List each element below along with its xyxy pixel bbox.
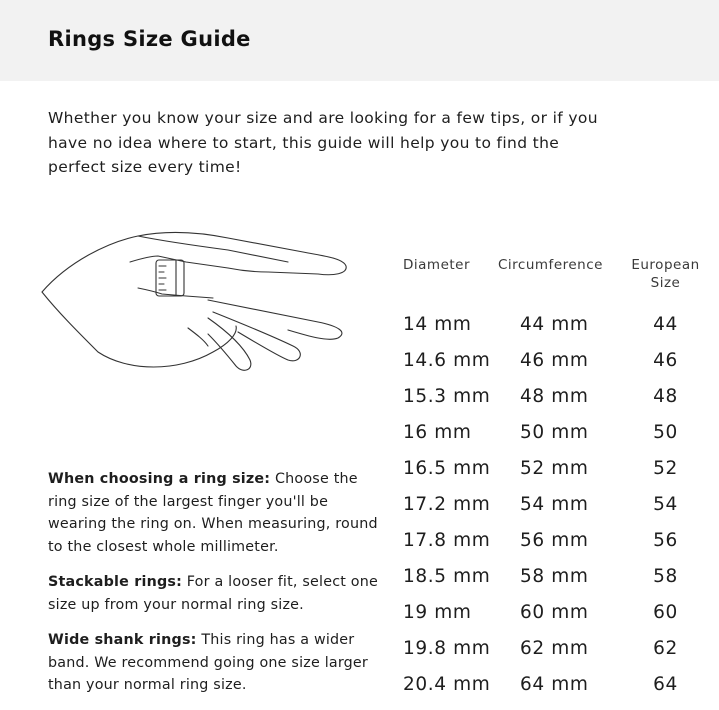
european-size-cell: 56 (653, 530, 678, 551)
column-header-circumference: Circumference (498, 257, 603, 273)
tips-list (48, 468, 378, 710)
circumference-cell: 60 mm (520, 602, 589, 623)
tip-title: When choosing a ring size: (48, 471, 271, 487)
tip-text: Choose the ring size of the largest finger you'll be wearing the ring on. When measuring, round to the closest whole millimeter. (48, 471, 378, 555)
table-body (403, 311, 719, 707)
circumference-cell: 64 mm (520, 674, 589, 695)
european-size-cell: 52 (653, 458, 678, 479)
diameter-cell: 18.5 mm (403, 566, 491, 587)
table-row (403, 599, 719, 635)
table-row (403, 635, 719, 671)
tip-title: Stackable rings: (48, 574, 183, 590)
european-size-cell: 64 (653, 674, 678, 695)
table-row (403, 563, 719, 599)
table-row (403, 347, 719, 383)
column-header-european-size: European Size (631, 257, 700, 291)
table-row (403, 491, 719, 527)
circumference-cell: 56 mm (520, 530, 589, 551)
table-row (403, 311, 719, 347)
tip-choosing-size (48, 468, 378, 558)
diameter-cell: 16 mm (403, 422, 472, 443)
table-row (403, 419, 719, 455)
table-row (403, 527, 719, 563)
european-size-cell: 48 (653, 386, 678, 407)
diameter-cell: 20.4 mm (403, 674, 491, 695)
circumference-cell: 62 mm (520, 638, 589, 659)
diameter-cell: 19 mm (403, 602, 472, 623)
tip-stackable-rings (48, 571, 378, 616)
european-size-cell: 44 (653, 314, 678, 335)
circumference-cell: 46 mm (520, 350, 589, 371)
circumference-cell: 44 mm (520, 314, 589, 335)
circumference-cell: 52 mm (520, 458, 589, 479)
table-row (403, 455, 719, 491)
european-size-cell: 46 (653, 350, 678, 371)
european-size-cell: 58 (653, 566, 678, 587)
diameter-cell: 19.8 mm (403, 638, 491, 659)
circumference-cell: 48 mm (520, 386, 589, 407)
diameter-cell: 15.3 mm (403, 386, 491, 407)
diameter-cell: 14.6 mm (403, 350, 491, 371)
hand-with-ring-measure-icon (38, 222, 358, 382)
diameter-cell: 14 mm (403, 314, 472, 335)
intro-text: Whether you know your size and are looking for a few tips, or if you have no idea where to start, this guide will help you to find the perfect size every time! (48, 109, 598, 176)
tip-title: Wide shank rings: (48, 632, 197, 648)
table-row (403, 383, 719, 419)
tip-wide-shank-rings (48, 629, 378, 697)
table-row (403, 671, 719, 707)
column-header-diameter: Diameter (403, 257, 471, 273)
european-size-cell: 60 (653, 602, 678, 623)
diameter-cell: 17.8 mm (403, 530, 491, 551)
european-size-cell: 62 (653, 638, 678, 659)
page-title: Rings Size Guide (48, 27, 251, 51)
page-header (0, 0, 719, 81)
diameter-cell: 17.2 mm (403, 494, 491, 515)
tip-text: For a looser fit, select one size up from your normal ring size. (48, 574, 379, 613)
circumference-cell: 50 mm (520, 422, 589, 443)
tip-text: This ring has a wider band. We recommend going one size larger than your normal ring size. (48, 632, 368, 693)
circumference-cell: 58 mm (520, 566, 589, 587)
diameter-cell: 16.5 mm (403, 458, 491, 479)
circumference-cell: 54 mm (520, 494, 589, 515)
european-size-cell: 54 (653, 494, 678, 515)
european-size-cell: 50 (653, 422, 678, 443)
